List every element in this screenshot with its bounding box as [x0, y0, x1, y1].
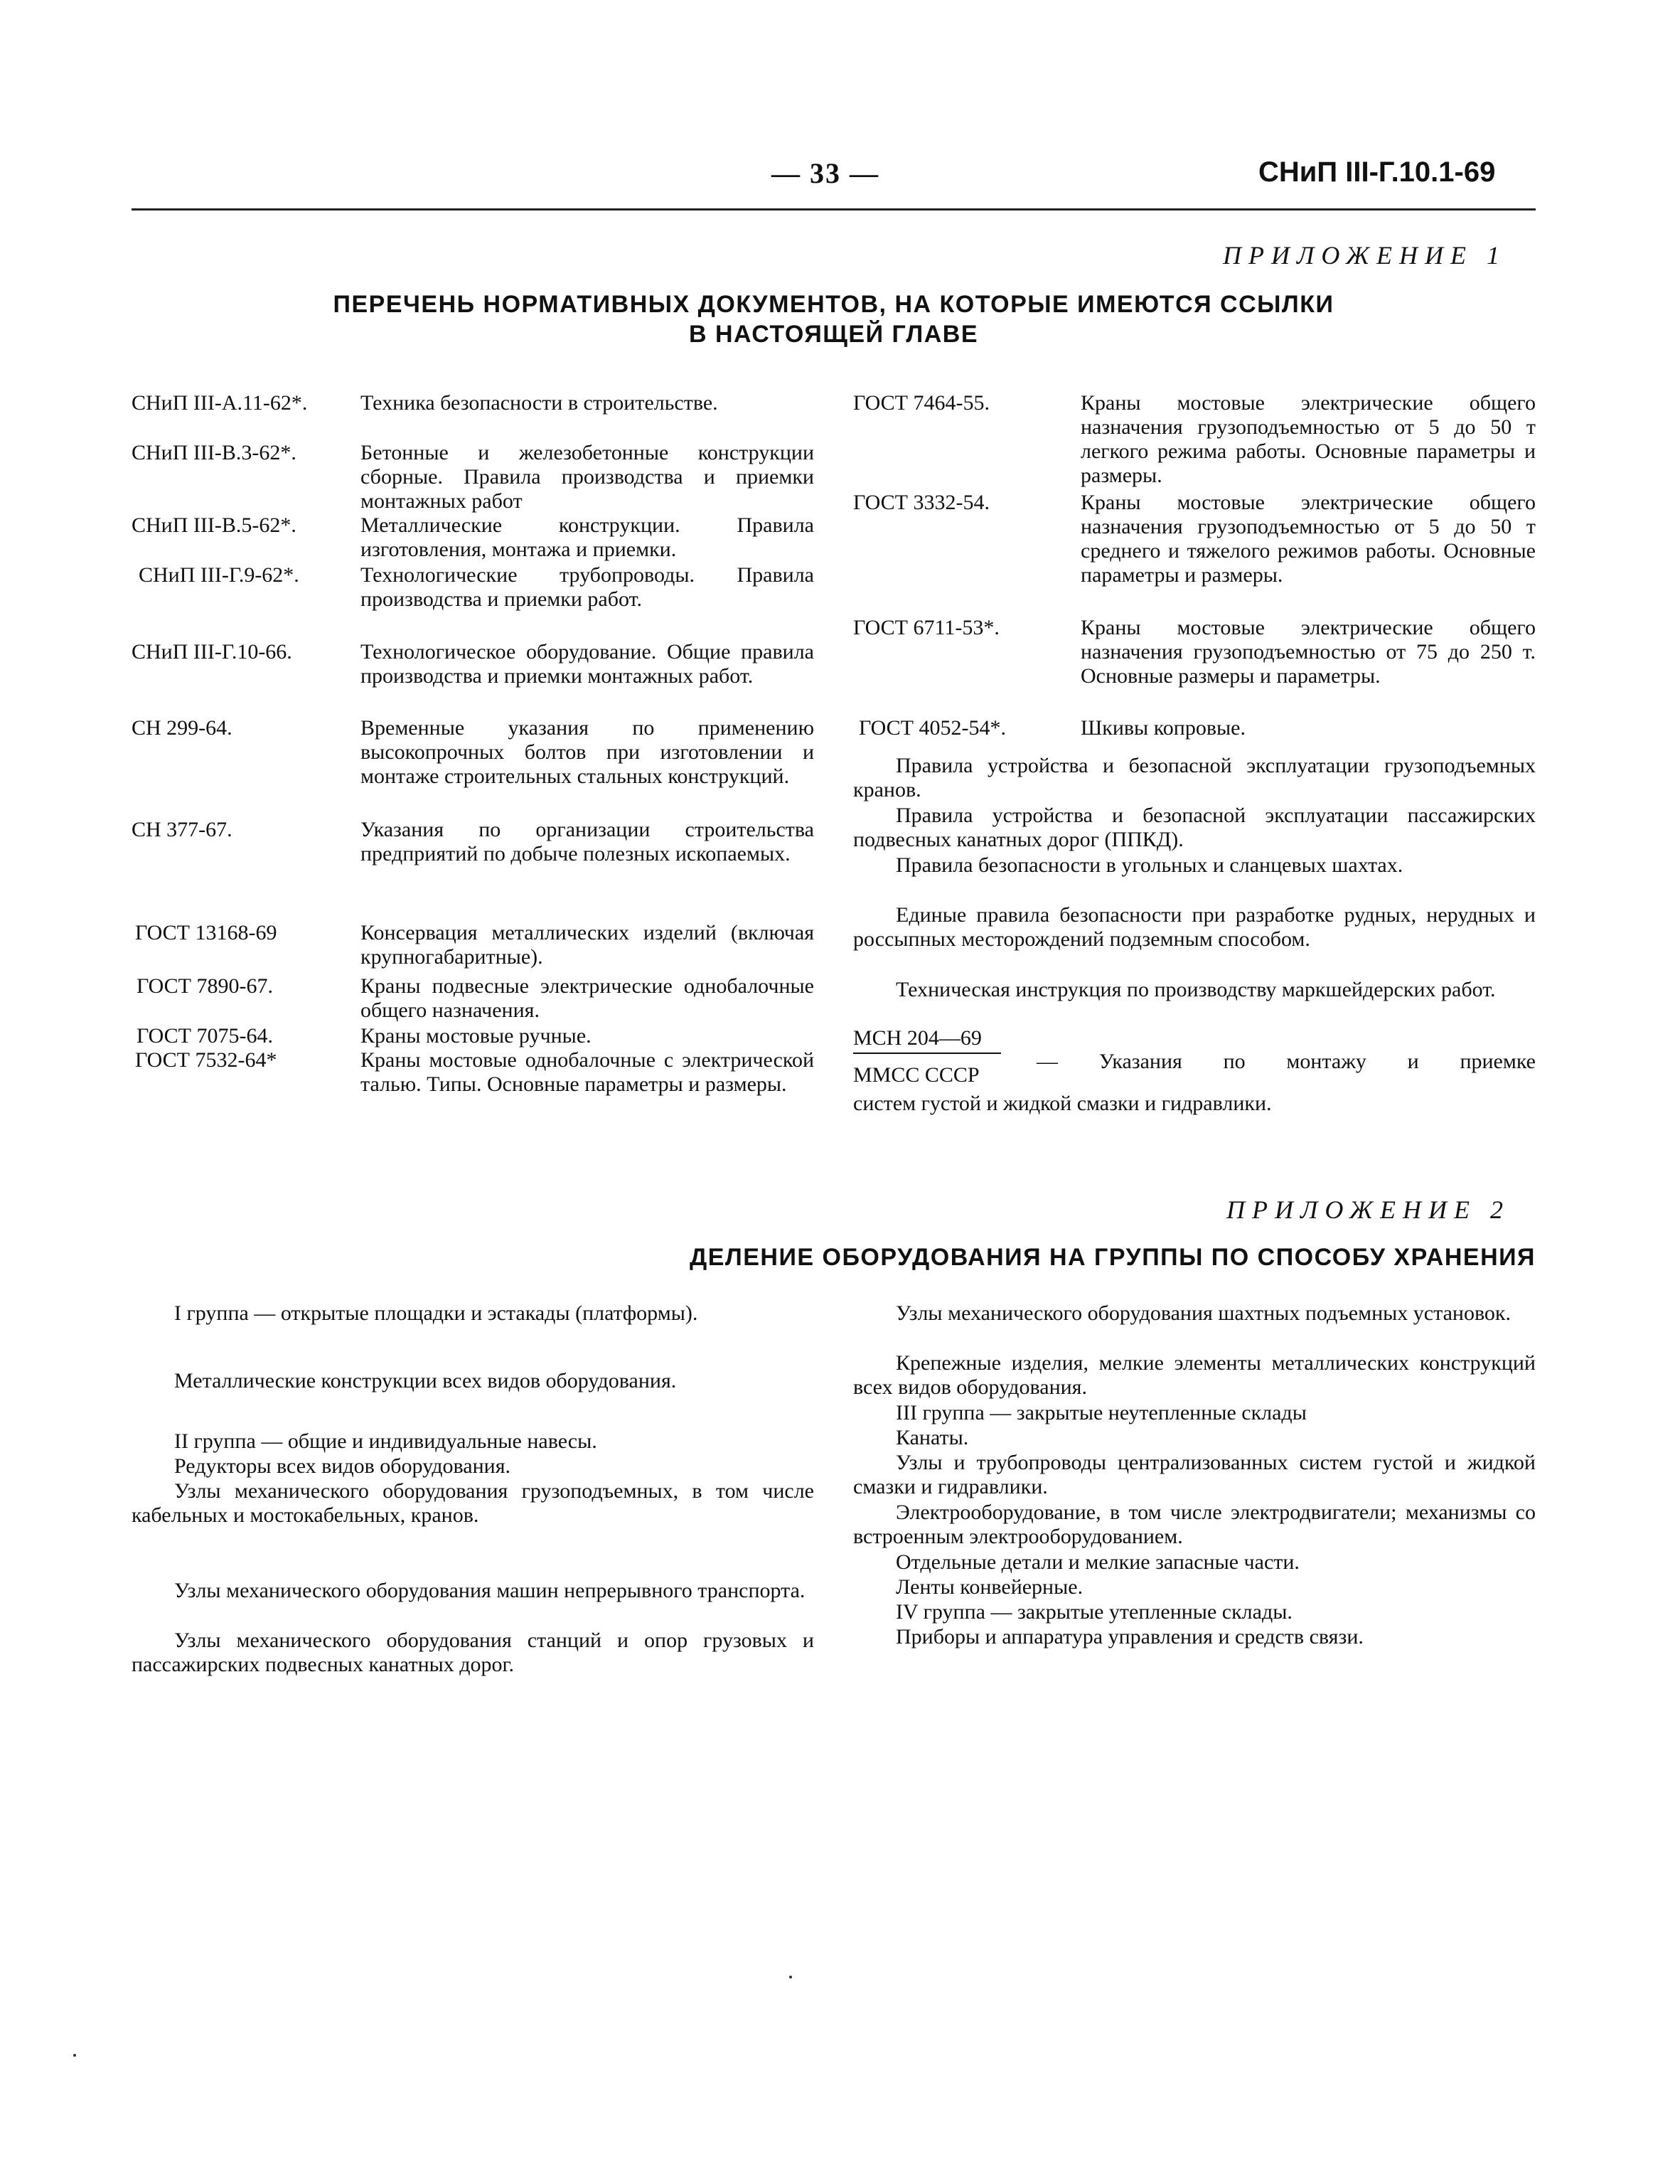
reference-code: ГОСТ 7464-55. — [853, 391, 990, 415]
group-paragraph: Крепежные изделия, мелкие элементы металлических конструкций всех видов оборудования. — [853, 1351, 1536, 1399]
appendix-1-label: ПРИЛОЖЕНИЕ 1 — [1223, 241, 1507, 270]
reference-entry — [132, 640, 814, 713]
reference-description: Металлические конструкции. Правила изготовления, монтажа и приемки. — [360, 513, 814, 561]
appendix-1-title-line-1: ПЕРЕЧЕНЬ НОРМАТИВНЫХ ДОКУМЕНТОВ, НА КОТОРЫЕ ИМЕЮТСЯ ССЫЛКИ — [333, 291, 1334, 318]
reference-code: СН 299-64. — [132, 716, 232, 740]
reference-entry — [137, 1024, 814, 1048]
reference-code: ГОСТ 7890-67. — [137, 974, 273, 998]
group-paragraph: IV группа — закрытые утепленные склады. — [896, 1600, 1293, 1624]
group-paragraph: Электрооборудование, в том числе электродвигатели; механизмы со встроенным электрооборудованием. — [853, 1501, 1536, 1548]
reference-paragraph: Правила устройства и безопасной эксплуатации пассажирских подвесных канатных дорог (ППКД). — [853, 804, 1536, 851]
reference-entry — [859, 716, 1536, 740]
scan-speck — [73, 2054, 76, 2057]
reference-entry — [135, 921, 814, 971]
msn-text: — Указания по монтажу и приемке — [1037, 1050, 1536, 1073]
reference-code: СНиП III-В.5-62*. — [132, 513, 296, 537]
reference-code: СНиП III-А.11-62*. — [132, 391, 308, 415]
group-paragraph: Узлы механического оборудования грузоподъемных, в том числе кабельных и мостокабельных, кранов. — [132, 1479, 814, 1527]
reference-code: ГОСТ 7532-64* — [135, 1048, 277, 1072]
reference-entry — [132, 818, 814, 890]
reference-code: ГОСТ 13168-69 — [135, 921, 277, 944]
reference-entry — [139, 563, 814, 636]
group-paragraph: Редукторы всех видов оборудования. — [174, 1454, 510, 1478]
reference-code: ГОСТ 6711-53*. — [853, 616, 1000, 639]
reference-code: СНиП III-Г.9-62*. — [139, 563, 299, 587]
msn-continuation: систем густой и жидкой смазки и гидравлики. — [853, 1092, 1272, 1115]
msn-denominator: ММСС СССР — [853, 1063, 980, 1087]
reference-paragraph: Техническая инструкция по производству маркшейдерских работ. — [896, 978, 1496, 1001]
document-reference: СНиП III-Г.10.1-69 — [1258, 156, 1496, 188]
reference-code: СНиП III-Г.10-66. — [132, 640, 292, 664]
reference-description: Временные указания по применению высокопрочных болтов при изготовлении и монтаже строительных стальных конструкций. — [360, 716, 814, 788]
reference-entry — [853, 616, 1536, 713]
group-paragraph: Узлы механического оборудования станций и опор грузовых и пассажирских подвесных канатных дорог. — [132, 1629, 814, 1676]
reference-description: Технологические трубопроводы. Правила производства и приемки работ. — [360, 563, 814, 611]
reference-description: Технологическое оборудование. Общие правила производства и приемки монтажных работ. — [360, 640, 814, 688]
reference-entry — [853, 391, 1536, 488]
reference-description: Указания по организации строительства предприятий по добыче полезных ископаемых. — [360, 818, 814, 865]
reference-description: Краны подвесные электрические однобалочные общего назначения. — [360, 974, 814, 1022]
reference-description: Шкивы копровые. — [1081, 716, 1246, 740]
reference-entry — [135, 1048, 814, 1121]
reference-paragraph: Правила безопасности в угольных и сланцевых шахтах. — [896, 853, 1403, 877]
reference-code: СНиП III-В.3-62*. — [132, 441, 296, 464]
header-rule — [132, 208, 1536, 211]
reference-description: Краны мостовые электрические общего назначения грузоподъемностью от 5 до 50 т легкого режима работы. Основные параметры и размеры. — [1081, 391, 1536, 487]
reference-entry — [132, 391, 814, 441]
appendix-1-title-line-2: В НАСТОЯЩЕЙ ГЛАВЕ — [688, 321, 979, 348]
reference-code: СН 377-67. — [132, 818, 232, 841]
reference-description: Бетонные и железобетонные конструкции сборные. Правила производства и приемки монтажных работ — [360, 441, 814, 513]
group-paragraph: Ленты конвейерные. — [896, 1575, 1084, 1599]
reference-entry — [137, 974, 814, 1024]
group-paragraph: Узлы и трубопроводы централизованных систем густой и жидкой смазки и гидравлики. — [853, 1451, 1536, 1498]
reference-entry — [132, 513, 814, 563]
scan-speck — [789, 1976, 792, 1978]
reference-entry — [132, 716, 814, 813]
group-paragraph: Отдельные детали и мелкие запасные части. — [896, 1550, 1300, 1574]
group-paragraph: III группа — закрытые неутепленные склады — [896, 1401, 1307, 1424]
group-paragraph: I группа — открытые площадки и эстакады (платформы). — [174, 1301, 698, 1325]
reference-entry — [132, 441, 814, 513]
group-paragraph: Канаты. — [896, 1426, 969, 1449]
reference-code: ГОСТ 4052-54*. — [859, 716, 1006, 740]
group-paragraph: Узлы механического оборудования машин непрерывного транспорта. — [174, 1579, 806, 1602]
msn-numerator: МСН 204—69 — [853, 1026, 982, 1050]
group-paragraph: Металлические конструкции всех видов оборудования. — [174, 1369, 677, 1392]
reference-code: ГОСТ 3332-54. — [853, 491, 990, 514]
reference-description: Краны мостовые однобалочные с электрической талью. Типы. Основные параметры и размеры. — [360, 1048, 814, 1096]
group-paragraph: II группа — общие и индивидуальные навесы. — [174, 1429, 597, 1453]
reference-paragraph: Единые правила безопасности при разработке рудных, нерудных и россыпных месторождений подземным способом. — [853, 903, 1536, 951]
fraction-line — [853, 1053, 1001, 1054]
reference-description: Техника безопасности в строительстве. — [360, 391, 718, 415]
reference-description: Консервация металлических изделий (включая крупногабаритные). — [360, 921, 814, 969]
appendix-2-title: ДЕЛЕНИЕ ОБОРУДОВАНИЯ НА ГРУППЫ ПО СПОСОБУ ХРАНЕНИЯ — [690, 1244, 1536, 1271]
reference-entry — [853, 491, 1536, 612]
reference-description: Краны мостовые электрические общего назначения грузоподъемностью от 75 до 250 т. Основные размеры и параметры. — [1081, 616, 1536, 688]
reference-paragraph: Правила устройства и безопасной эксплуатации грузоподъемных кранов. — [853, 754, 1536, 801]
reference-description: Краны мостовые электрические общего назначения грузоподъемностью от 5 до 50 т среднего и тяжелого режимов работы. Основные параметры и размеры. — [1081, 491, 1536, 587]
group-paragraph: Приборы и аппаратура управления и средств связи. — [896, 1625, 1364, 1648]
page-number: — 33 — — [771, 157, 879, 189]
reference-code: ГОСТ 7075-64. — [137, 1024, 273, 1048]
group-paragraph: Узлы механического оборудования шахтных подъемных установок. — [896, 1301, 1511, 1325]
appendix-2-label: ПРИЛОЖЕНИЕ 2 — [1226, 1195, 1510, 1224]
reference-description: Краны мостовые ручные. — [360, 1024, 592, 1048]
